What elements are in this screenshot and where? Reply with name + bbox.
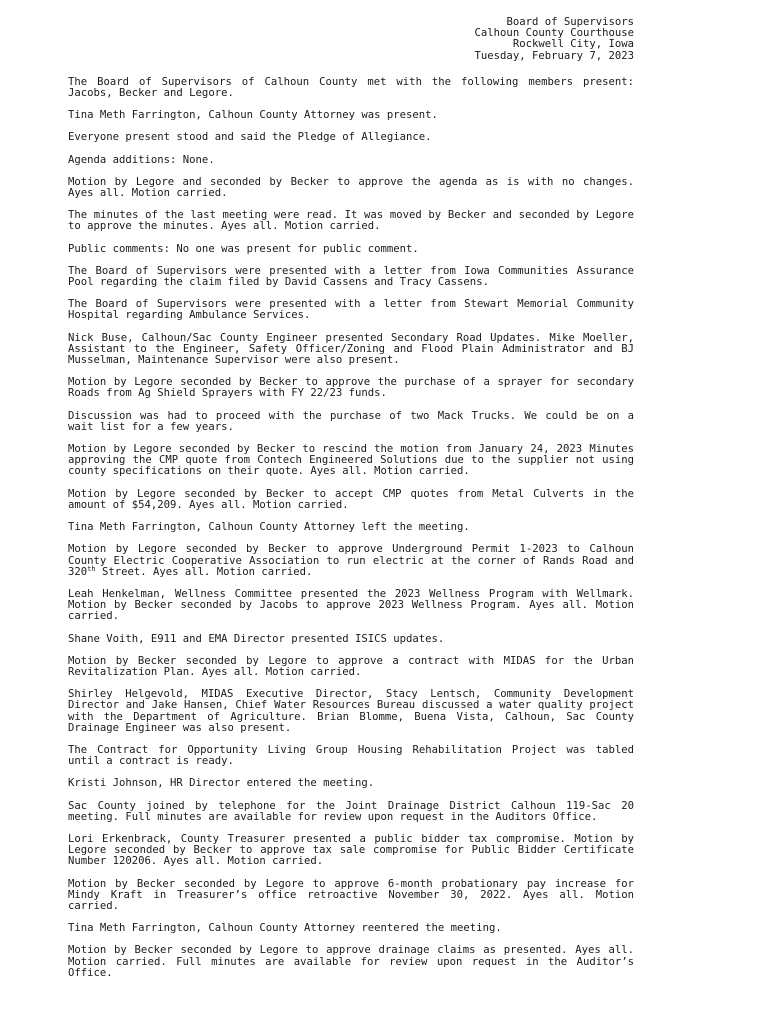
paragraph-rescind-motion: Motion by Legore seconded by Becker to rescind the motion from January 24, 2023 Minutes approving the CMP quote from Contech Engineered Solutions due to the supplier not using county specifications on their quote. Ayes all. Motion carried. xyxy=(68,443,634,478)
header-board: Board of Supervisors xyxy=(506,16,634,28)
header-courthouse: Calhoun County Courthouse xyxy=(474,27,634,40)
paragraph-attorney-left: Tina Meth Farrington, Calhoun County Attorney left the meeting. xyxy=(68,521,470,534)
paragraph-pay-increase: Motion by Becker seconded by Legore to approve 6-month probationary pay increase for Mindy Kraft in Treasurer’s office retroactive November 30, 2022. Ayes all. Motion carried. xyxy=(68,877,634,912)
paragraph-mack-trucks: Discussion was had to proceed with the purchase of two Mack Trucks. We could be on a wait list for a few years. xyxy=(68,409,634,433)
paragraph-attendance: The Board of Supervisors of Calhoun County met with the following members present: Jacobs, Becker and Legore. xyxy=(68,75,634,100)
header-date: Tuesday, February 7, 2023 xyxy=(474,49,634,62)
paragraph-road-updates: Nick Buse, Calhoun/Sac County Engineer presented Secondary Road Updates. Mike Moeller, Assistant to the Engineer, Safety Officer/Zoning and Flood Plain Administrator and BJ Musselman, Maintenance Supervisor were also present. xyxy=(68,331,634,367)
permit-superscript: th xyxy=(87,564,96,573)
paragraph-minutes: The minutes of the last meeting were read. It was moved by Becker and seconded by Legore to approve the minutes. Ayes all. Motion carried. xyxy=(68,209,634,233)
permit-text: Motion by Legore seconded by Becker to approve Underground Permit 1-2023 to Calhoun County Electric Cooperative Association to run electric at the corner of Rands Road and 320 xyxy=(68,543,634,578)
paragraph-hospital-letter: The Board of Supervisors were presented with a letter from Stewart Memorial Community Hospital regarding Ambulance Services. xyxy=(68,298,634,322)
paragraph-hr-entered: Kristi Johnson, HR Director entered the meeting. xyxy=(68,777,375,790)
paragraph-tax-compromise: Lori Erkenbrack, County Treasurer presented a public bidder tax compromise. Motion by Legore seconded by Becker to approve tax sale compromise for Public Bidder Certificate Number 120206. Ayes all. Motion carried. xyxy=(68,832,634,868)
paragraph-attorney-present: Tina Meth Farrington, Calhoun County Attorney was present. xyxy=(68,109,438,122)
permit-text-end: Street. Ayes all. Motion carried. xyxy=(95,565,313,578)
paragraph-housing-contract: The Contract for Opportunity Living Group Housing Rehabilitation Project was tabled until a contract is ready. xyxy=(68,743,634,768)
paragraph-sprayer-motion: Motion by Legore seconded by Becker to approve the purchase of a sprayer for secondary Roads from Ag Shield Sprayers with FY 22/23 funds. xyxy=(68,376,634,400)
paragraph-public-comments: Public comments: No one was present for public comment. xyxy=(68,242,419,255)
header-city: Rockwell City, Iowa xyxy=(512,38,634,51)
paragraph-joint-drainage: Sac County joined by telephone for the Joint Drainage District Calhoun 119-Sac 20 meeting. Full minutes are available for review upon request in the Auditors Office. xyxy=(68,799,634,823)
paragraph-attorney-reentered: Tina Meth Farrington, Calhoun County Attorney reentered the meeting. xyxy=(68,922,502,935)
paragraph-pledge: Everyone present stood and said the Pledge of Allegiance. xyxy=(68,131,432,144)
paragraph-agenda-additions: Agenda additions: None. xyxy=(68,153,215,166)
paragraph-water-quality: Shirley Helgevold, MIDAS Executive Director, Stacy Lentsch, Community Development Director and Jake Hansen, Chief Water Resources Bureau discussed a water quality project with the Department of Agriculture. Brian Blomme, Buena Vista, Calhoun, Sac County Drainage Engineer was also present. xyxy=(68,688,634,734)
document-header xyxy=(68,17,634,62)
paragraph-drainage-claims: Motion by Becker seconded by Legore to approve drainage claims as presented. Ayes all. Motion carried. Full minutes are available for review upon request in the Auditor’s Office. xyxy=(68,944,634,979)
paragraph-midas-contract: Motion by Becker seconded by Legore to approve a contract with MIDAS for the Urban Revitalization Plan. Ayes all. Motion carried. xyxy=(68,654,634,678)
paragraph-cmp-quotes: Motion by Legore seconded by Becker to accept CMP quotes from Metal Culverts in the amount of $54,209. Ayes all. Motion carried. xyxy=(68,487,634,511)
paragraph-isics: Shane Voith, E911 and EMA Director presented ISICS updates. xyxy=(68,632,445,645)
paragraph-underground-permit xyxy=(68,544,634,578)
paragraph-wellness: Leah Henkelman, Wellness Committee presented the 2023 Wellness Program with Wellmark. Motion by Becker seconded by Jacobs to approve 2023 Wellness Program. Ayes all. Motion carried. xyxy=(68,587,634,623)
paragraph-icap-letter: The Board of Supervisors were presented with a letter from Iowa Communities Assurance Pool regarding the claim filed by David Cassens and Tracy Cassens. xyxy=(68,264,634,289)
paragraph-agenda-motion: Motion by Legore and seconded by Becker to approve the agenda as is with no changes. Ayes all. Motion carried. xyxy=(68,175,634,200)
